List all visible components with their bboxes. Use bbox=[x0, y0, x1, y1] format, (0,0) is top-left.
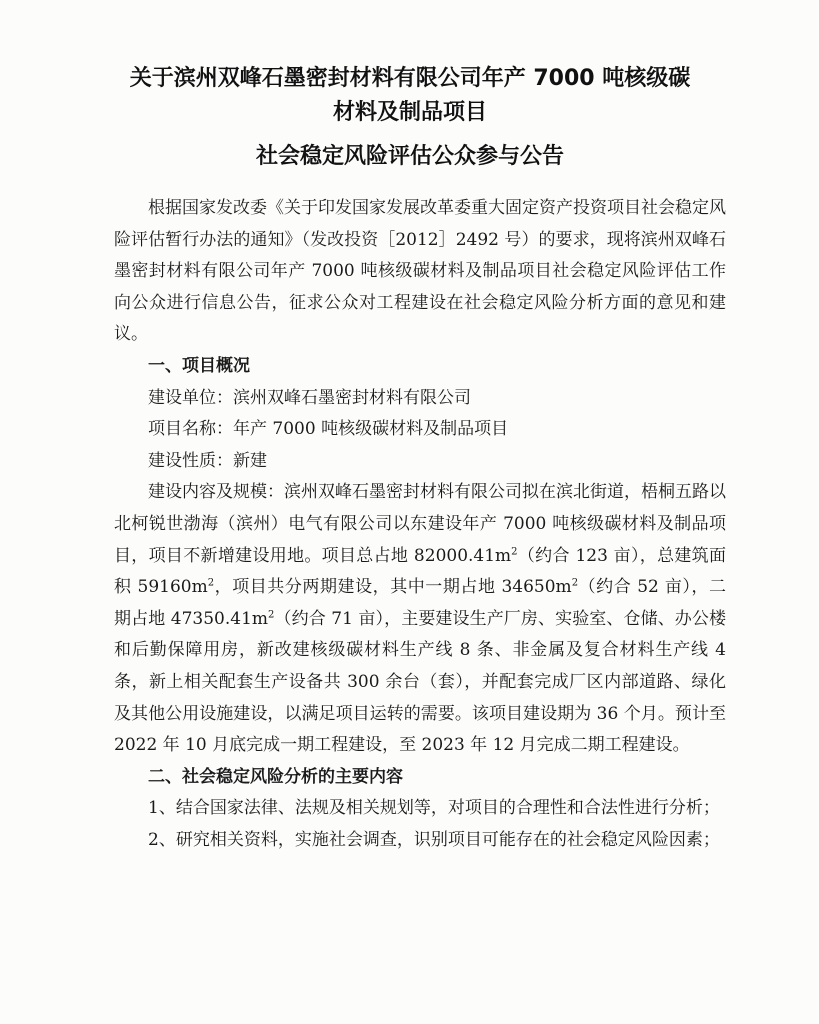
scope-text-b: （约合 123 亩），总建筑面积 59160m bbox=[114, 545, 726, 598]
construction-unit: 建设单位：滨州双峰石墨密封材料有限公司 bbox=[148, 387, 471, 408]
scope-text-a: 建设内容及规模：滨州双峰石墨密封材料有限公司拟在滨北街道，梧桐五路以北柯锐世渤海（滨州）电气有限公司以东建设年产 7000 吨核级碳材料及制品项目，项目不新增建设用地。项目总占地 82000.41m bbox=[114, 482, 726, 566]
document-title bbox=[60, 62, 760, 174]
section-2-heading: 二、社会稳定风险分析的主要内容 bbox=[148, 766, 403, 787]
superscript-2: 2 bbox=[511, 545, 518, 557]
analysis-item-1: 1、结合国家法律、法规及相关规划等，对项目的合理性和合法性进行分析； bbox=[148, 798, 720, 819]
construction-scope-paragraph bbox=[114, 477, 726, 761]
superscript-2: 2 bbox=[268, 609, 275, 621]
scope-text-d: （约合 52 亩），二期占地 47350.41m bbox=[114, 577, 726, 629]
scope-text-c: ，项目共分两期建设，其中一期占地 34650m bbox=[214, 577, 572, 598]
intro-paragraph: 根据国家发改委《关于印发国家发展改革委重大固定资产投资项目社会稳定风险评估暂行办法的通知》（发改投资［2012］2492 号）的要求，现将滨州双峰石墨密封材料有限公司年产 7000 吨核级碳材料及制品项目社会稳定风险评估工作向公众进行信息公告，征求公众对工程建设在社会稳定风险分析方面的意见和建议。 bbox=[114, 198, 726, 345]
section-1-heading: 一、项目概况 bbox=[148, 355, 250, 376]
superscript-2: 2 bbox=[571, 577, 579, 589]
title-line-3: 社会稳定风险评估公众参与公告 bbox=[255, 144, 564, 169]
analysis-item-2: 2、研究相关资料，实施社会调查，识别项目可能存在的社会稳定风险因素； bbox=[148, 829, 720, 850]
construction-nature: 建设性质：新建 bbox=[148, 450, 267, 471]
project-name: 项目名称：年产 7000 吨核级碳材料及制品项目 bbox=[148, 419, 509, 440]
document-body bbox=[114, 193, 726, 856]
title-line-1: 关于滨州双峰石墨密封材料有限公司年产 7000 吨核级碳 bbox=[129, 66, 691, 91]
scope-text-e: （约合 71 亩），主要建设生产厂房、实验室、仓储、办公楼和后勤保障用房，新改建核级碳材料生产线 8 条、非金属及复合材料生产线 4 条，新上相关配套生产设备共 300 余台（套），并配套完成厂区内部道路、绿化及其他公用设施建设，以满足项目运转的需要。该项目建设期为 36 个月。预计至 2022 年 10 月底完成一期工程建设，至 2023 年 12 月完成二期工程建设。 bbox=[114, 608, 726, 756]
title-line-2: 材料及制品项目 bbox=[332, 100, 487, 125]
superscript-2: 2 bbox=[207, 577, 215, 589]
